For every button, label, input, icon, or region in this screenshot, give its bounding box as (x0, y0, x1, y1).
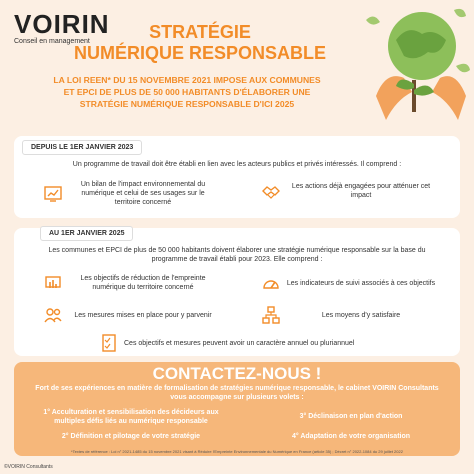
chart-icon (44, 185, 62, 203)
actions-engaged-text: Les actions déjà engagées pour atténuer cet impact (291, 183, 431, 199)
contact-description: Fort de ses expériences en matière de formalisation de stratégies numérique responsable, le cabinet VOIRIN Consultants vous accompagne sur plusieurs volets : (35, 385, 439, 401)
gauge-icon (262, 274, 280, 292)
list-item (44, 180, 218, 207)
header (0, 0, 474, 128)
network-icon (262, 306, 280, 324)
people-icon (44, 306, 62, 324)
section-2025-tag: AU 1ER JANVIER 2025 (40, 226, 133, 241)
globe-hands-illustration (356, 0, 474, 128)
footprint-reduction-icon (44, 274, 62, 292)
service-item: 4° Adaptation de votre organisation (291, 433, 411, 440)
brand-name: VOIRIN (14, 9, 110, 39)
brand-tagline: Conseil en management (14, 38, 90, 45)
footnote: *Textes de référence : Loi n° 2021-1485 du 15 novembre 2021 visant à Réduire l'Empreinte Environnementale du Numérique en France (article 35) ; Décret n° 2022-1084 du 29 juillet 2022 (71, 449, 403, 454)
service-item: 2° Définition et pilotage de votre stratégie (61, 433, 201, 440)
section-2025-intro: Les communes et EPCI de plus de 50 000 habitants doivent élaborer une stratégie numérique responsable sur la base du programme de travail établi pour 2023. Elle comprend : (48, 247, 426, 263)
page-subtitle (22, 74, 352, 110)
contact-title: CONTACTEZ-NOUS ! (152, 364, 322, 383)
service-item: 1° Acculturation et sensibilisation des décideurs aux multiples défis liés au numérique responsable (43, 409, 219, 425)
impact-assessment-text: Un bilan de l'impact environnemental du numérique et celui de ses usages sur le territoire concerné (80, 181, 206, 206)
list-item (262, 182, 436, 200)
handshake-icon (262, 182, 280, 200)
section-2023-intro: Un programme de travail doit être établi en lien avec les acteurs publics et privés intéressés. Il comprend : (72, 161, 402, 168)
reduction-objectives-text: Les objectifs de réduction de l'empreinte numérique du territoire concerné (80, 275, 206, 291)
subtitle-line-1: LA LOI REEN* DU 15 NOVEMBRE 2021 IMPOSE AUX COMMUNES (53, 75, 321, 85)
subtitle-line-2: ET EPCI DE PLUS DE 50 000 HABITANTS D'ÉLABORER UNE (63, 87, 311, 97)
checklist-icon (100, 334, 118, 352)
list-item (44, 306, 218, 324)
timeframe-text: Ces objectifs et mesures peuvent avoir un caractère annuel ou pluriannuel (124, 339, 355, 347)
page-title (50, 22, 350, 64)
title-line-2: NUMÉRIQUE RESPONSABLE (73, 43, 327, 63)
service-item: 3° Déclinaison en plan d'action (299, 413, 403, 420)
list-item (262, 274, 436, 292)
list-item (100, 334, 354, 352)
copyright: ©VOIRIN Consultants (4, 464, 53, 470)
title-line-1: STRATÉGIE (149, 22, 251, 42)
section-2023-tag: DEPUIS LE 1ER JANVIER 2023 (22, 140, 142, 155)
subtitle-line-3: STRATÉGIE NUMÉRIQUE RESPONSABLE D'ICI 2025 (79, 99, 295, 109)
list-item (44, 274, 218, 292)
tracking-indicators-text: Les indicateurs de suivi associés à ces objectifs (286, 279, 436, 287)
measures-text: Les mesures mises en place pour y parvenir (74, 311, 212, 319)
list-item (262, 306, 436, 324)
means-text: Les moyens d'y satisfaire (321, 311, 401, 319)
